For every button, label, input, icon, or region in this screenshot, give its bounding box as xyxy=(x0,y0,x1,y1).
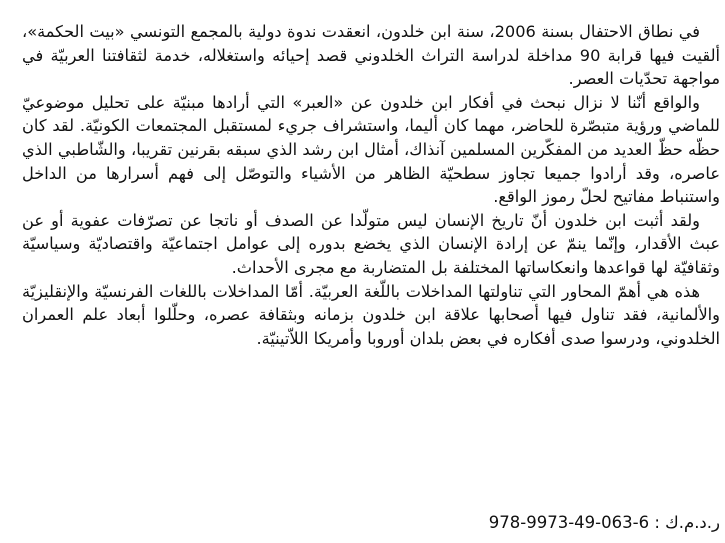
document-page xyxy=(22,20,720,535)
isbn-number: 978-9973-49-063-6 xyxy=(488,513,650,532)
isbn-line xyxy=(489,511,720,535)
isbn-label: ر.د.م.ك : xyxy=(654,513,720,532)
paragraph-reality xyxy=(22,91,720,209)
paragraph-reality-text: والواقع أنّنا لا نزال نبحث في أفكار ابن خلدون عن «العبر» التي أرادها مبنيّة على تحليل موضوعيّ للماضي ورؤية متبصّرة للحاضر، مهما كان أليما، واستشراف جريء لمستقبل المجتمعات الكونيّة. لقد كان حظّه حظّ العديد من المفكّرين المسلمين آنذاك، أمثال ابن رشد الذي سبقه بقرنين تقريبا، والشّاطبي الذي عاصره، وقد أرادوا جميعا تجاوز سطحيّة الظاهر من الأشياء والتوصّل إلى فهم أسرارها من الداخل واستنباط مفاتيح لحلّ رموز الواقع. xyxy=(22,92,720,207)
paragraph-intro xyxy=(22,20,720,91)
paragraph-history xyxy=(22,209,720,280)
paragraph-themes-text: هذه هي أهمّ المحاور التي تناولتها المداخلات باللّغة العربيّة. أمّا المداخلات باللغات الفرنسيّة والإنقليزيّة والألمانية، فقد تناول فيها أصحابها علاقة ابن خلدون بزمانه وبثقافة عصره، وحلّلوا أبعاد علم العمران الخلدوني، ودرسوا صدى أفكاره في بعض بلدان أوروبا وأمريكا اللاّتينيّة. xyxy=(22,281,720,348)
paragraph-intro-text: في نطاق الاحتفال بسنة 2006، سنة ابن خلدون، انعقدت ندوة دولية بالمجمع التونسي «بيت الحكمة»، ألقيت فيها قرابة 90 مداخلة لدراسة التراث الخلدوني قصد إحيائه واستغلاله، خدمة لثقافتنا العربيّة في مواجهة تحدّيات العصر. xyxy=(22,22,720,89)
paragraph-themes xyxy=(22,280,720,351)
paragraph-history-text: ولقد أثبت ابن خلدون أنّ تاريخ الإنسان ليس متولّدا عن الصدف أو ناتجا عن تصرّفات عفوية أو عن عبث الأقدار، وإنّما ينمّ عن إرادة الإنسان الذي يخضع بدوره إلى عوامل اجتماعيّة واقتصاديّة وسياسيّة وثقافيّة لها قواعدها وانعكاساتها المختلفة بل المتضاربة مع مجرى الأحداث. xyxy=(22,210,720,277)
